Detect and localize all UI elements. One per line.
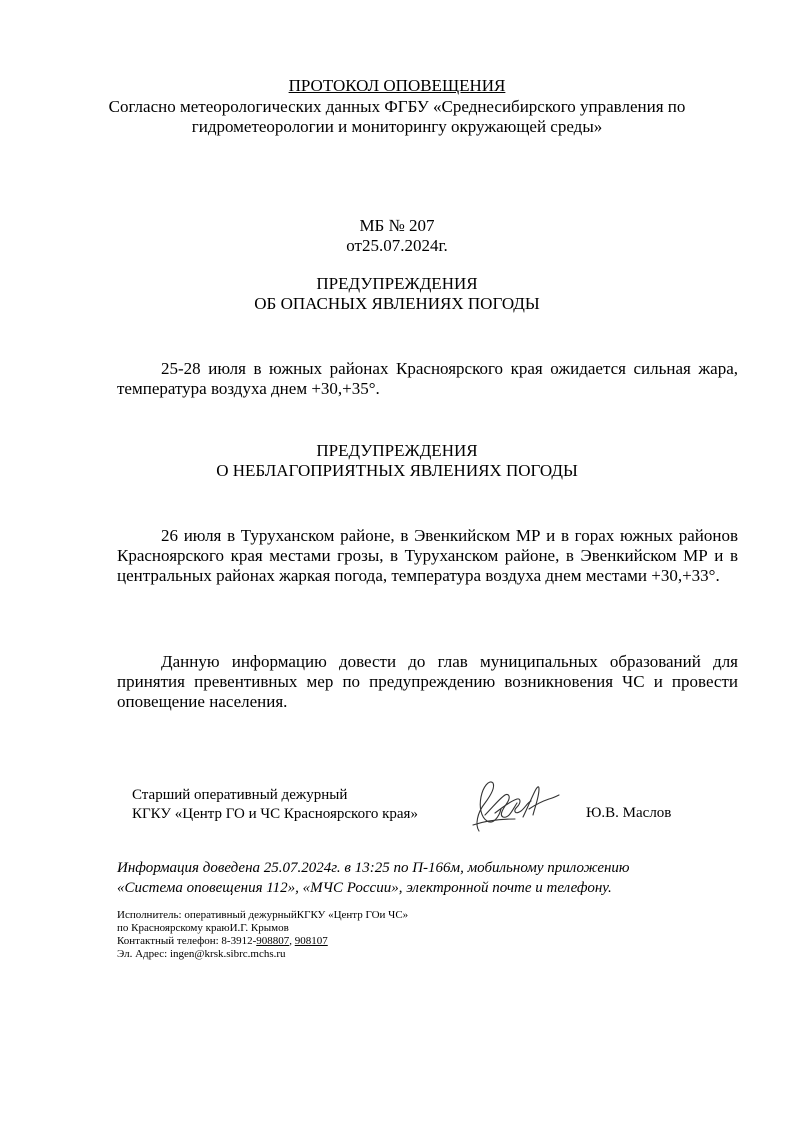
paragraph-dangerous — [117, 359, 738, 399]
executor-phone — [117, 935, 408, 948]
paragraph-instruction-text: Данную информацию довести до глав муниципальных образований для принятия превентивных мер по предупреждению возникновения ЧС и провести оповещение населения. — [117, 652, 738, 711]
paragraph-adverse-text: 26 июля в Туруханском районе, в Эвенкийском МР и в горах южных районов Красноярского края местами грозы, в Туруханском районе, в Эвенкийском МР и в центральных районах жаркая погода, температура воздуха днем местами +30,+33°. — [117, 526, 738, 585]
paragraph-adverse — [117, 526, 738, 586]
subtitle-line-1: Согласно метеорологических данных ФГБУ «Среднесибирского управления по — [108, 97, 686, 116]
document-title — [0, 76, 794, 96]
signer-position — [132, 786, 418, 824]
executor-line-1: Исполнитель: оперативный дежурныйКГКУ «Центр ГОи ЧС» — [117, 909, 409, 921]
heading-adverse — [0, 441, 794, 481]
handwritten-signature — [465, 773, 563, 837]
document-subtitle — [0, 97, 794, 137]
notification-line-2: «Система оповещения 112», «МЧС России», электронной почте и телефону. — [117, 880, 612, 896]
document-number: МБ № 207 — [359, 216, 435, 235]
notification-line-1: Информация доведена 25.07.2024г. в 13:25 по П-166м, мобильному приложению — [117, 860, 630, 876]
phone-number-2[interactable]: 908107 — [294, 935, 328, 947]
signer-position-line-2: КГКУ «Центр ГО и ЧС Красноярского края» — [132, 806, 418, 822]
paragraph-dangerous-text: 25-28 июля в южных районах Красноярского края ожидается сильная жара, температура воздуха днем +30,+35°. — [117, 359, 738, 398]
notification-info — [117, 858, 630, 898]
heading-dangerous-line-1: ПРЕДУПРЕЖДЕНИЯ — [316, 274, 478, 293]
signer-position-line-1: Старший оперативный дежурный — [132, 787, 348, 803]
heading-dangerous-line-2: ОБ ОПАСНЫХ ЯВЛЕНИЯХ ПОГОДЫ — [254, 294, 540, 313]
heading-adverse-line-2: О НЕБЛАГОПРИЯТНЫХ ЯВЛЕНИЯХ ПОГОДЫ — [216, 461, 578, 480]
paragraph-instruction — [117, 652, 738, 712]
heading-adverse-line-1: ПРЕДУПРЕЖДЕНИЯ — [316, 441, 478, 460]
phone-prefix: Контактный телефон: 8-3912- — [117, 935, 257, 947]
document-date: от25.07.2024г. — [346, 236, 448, 255]
title-text: ПРОТОКОЛ ОПОВЕЩЕНИЯ — [288, 76, 506, 95]
subtitle-line-2: гидрометеорологии и мониторингу окружающей среды» — [191, 117, 603, 136]
executor-info — [117, 909, 408, 961]
phone-number-1[interactable]: 908807 — [256, 935, 290, 947]
signer-name: Ю.В. Маслов — [586, 805, 672, 821]
executor-line-2: по Красноярскому краюИ.Г. Крымов — [117, 922, 289, 934]
heading-dangerous — [0, 274, 794, 314]
document-number-block — [0, 216, 794, 256]
executor-email: Эл. Адрес: ingen@krsk.sibrc.mchs.ru — [117, 948, 286, 960]
phone-separator: , — [289, 935, 295, 947]
